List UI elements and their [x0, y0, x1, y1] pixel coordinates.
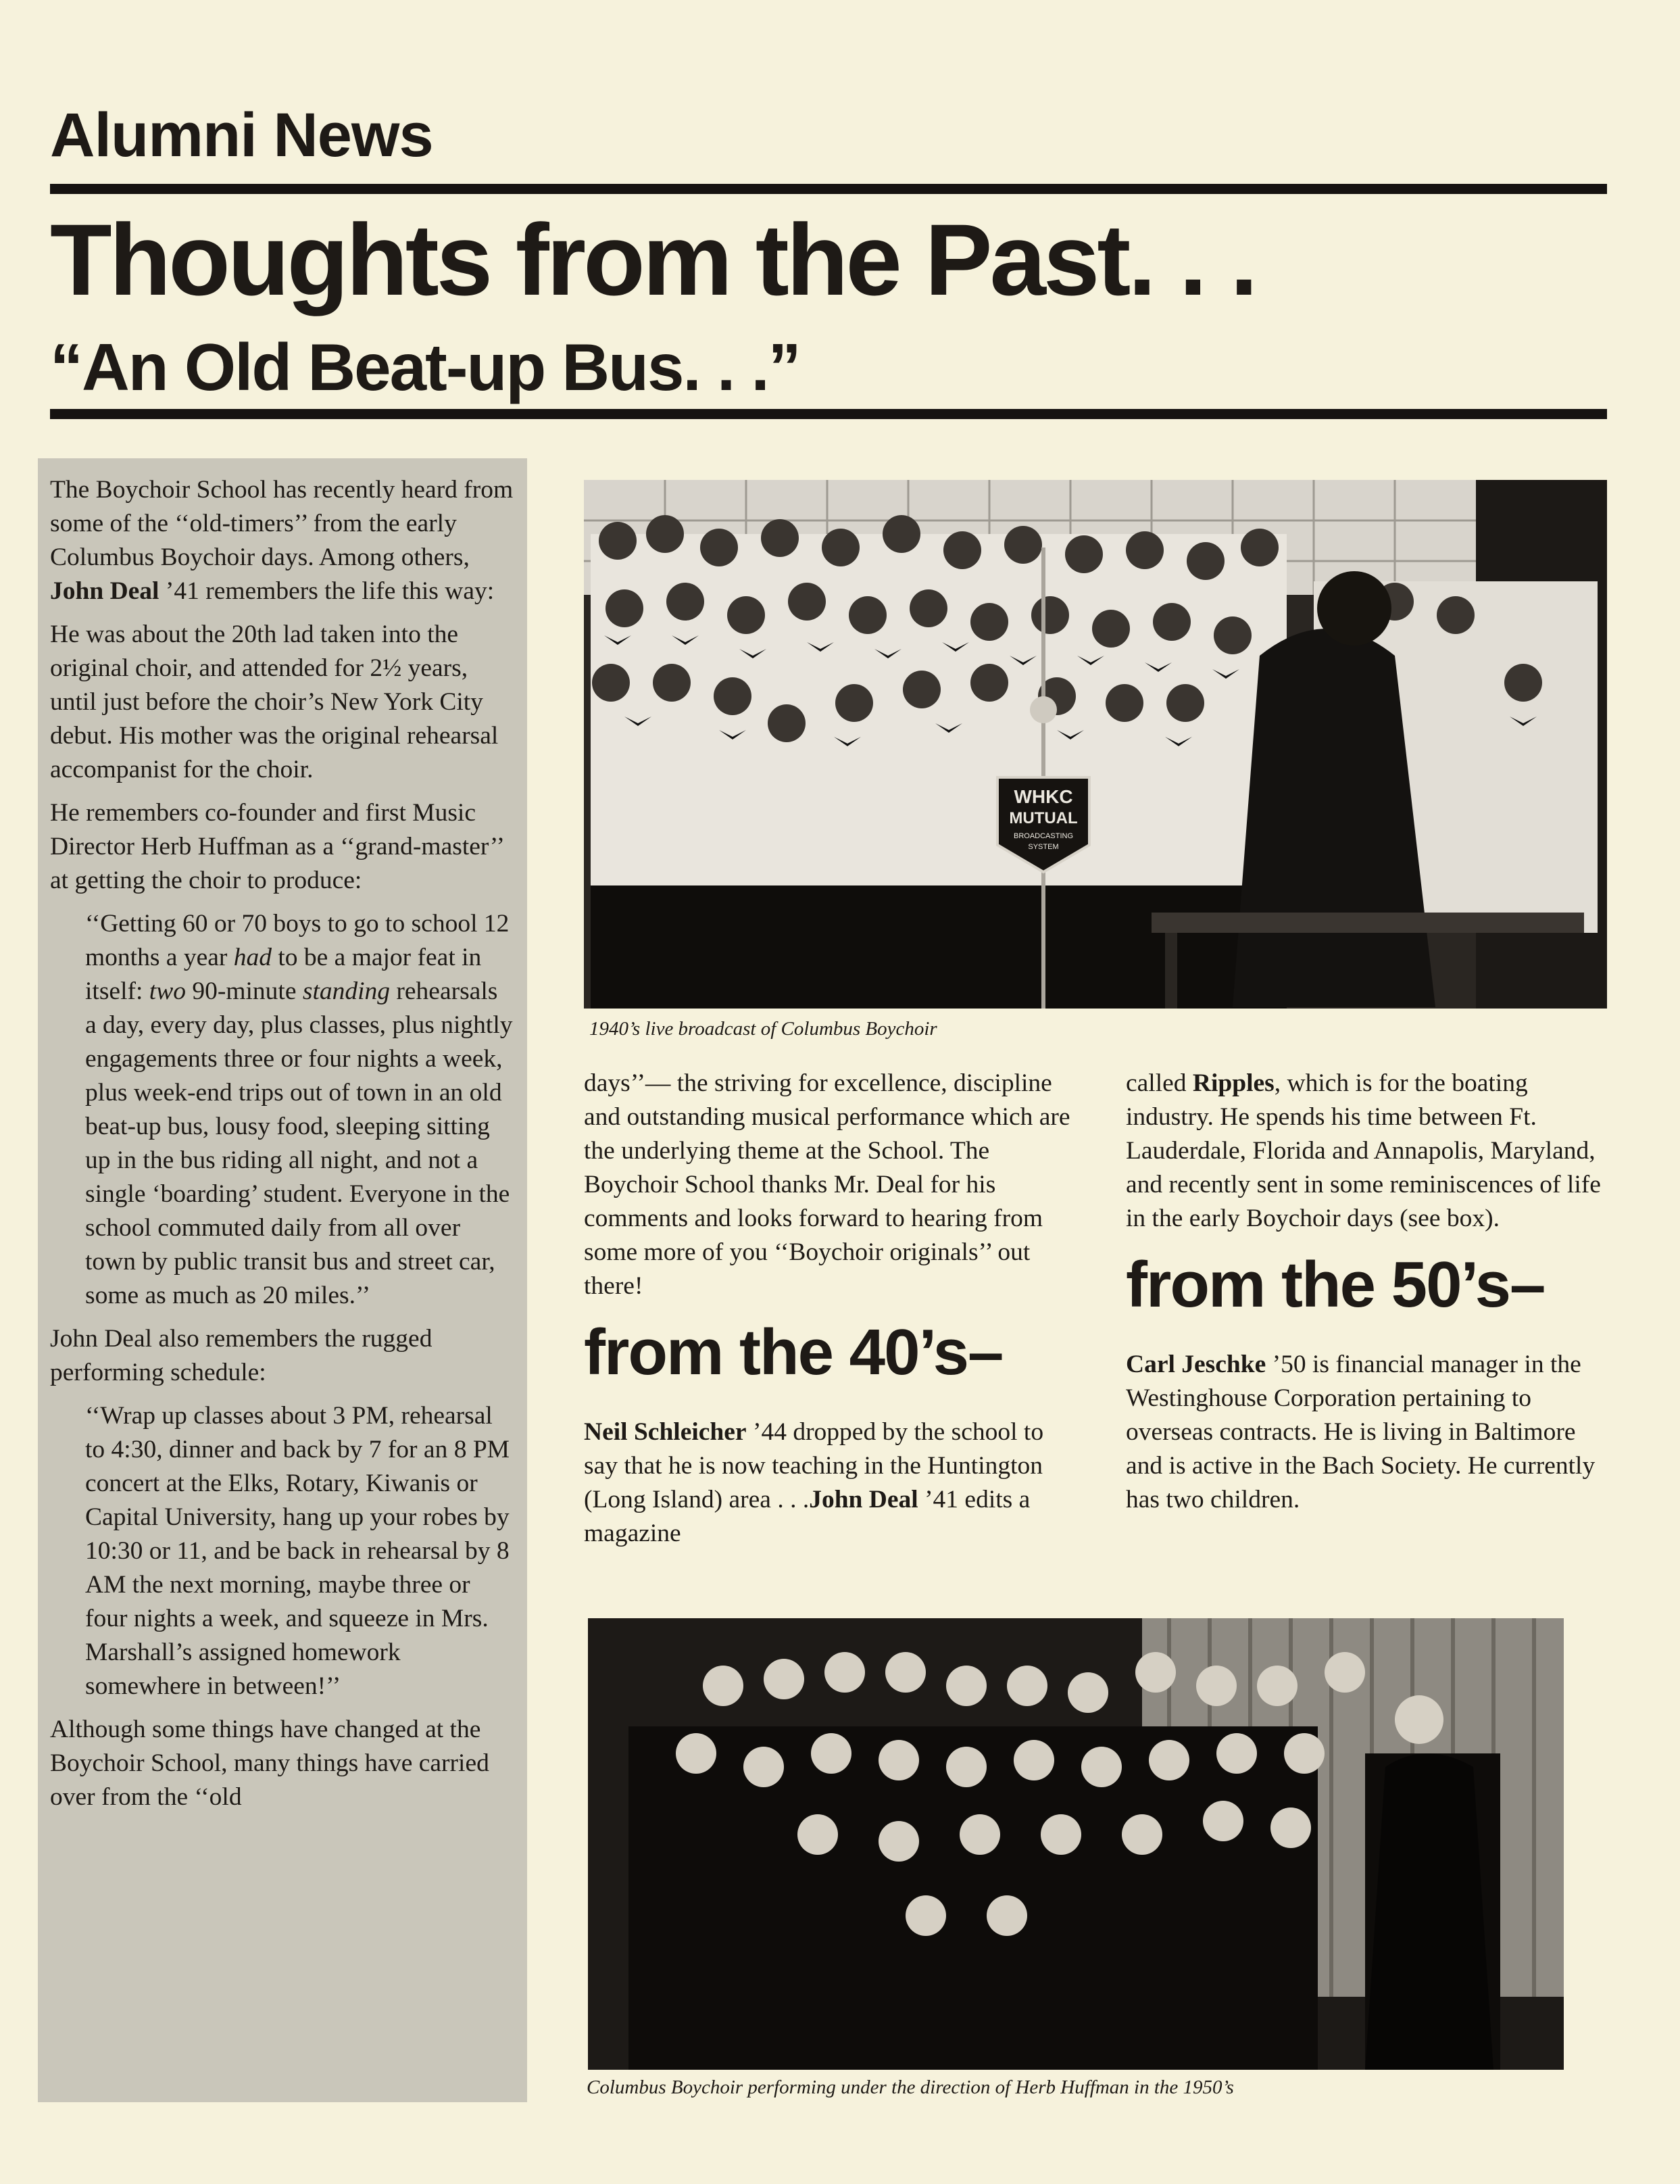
headline: Thoughts from the Past. . . — [50, 203, 1256, 316]
sidebar-text: ’41 remembers the life this way: — [159, 577, 495, 605]
quote-text: to be a major feat in itself: — [85, 944, 482, 1005]
quote-emphasis: standing — [302, 977, 391, 1005]
sidebar-story — [38, 458, 527, 2102]
sidebar-paragraph: He remembers co-founder and first Music Director Herb Huffman as a ‘‘grand-master’’ at getting the choir to produce: — [50, 799, 503, 894]
photo-1950s-caption: Columbus Boychoir performing under the direction of Herb Huffman in the 1950’s — [587, 2077, 1234, 2098]
column-paragraph — [1126, 1067, 1607, 1236]
sign-line-3: BROADCASTING — [1013, 832, 1074, 840]
quote-emphasis: had — [233, 944, 272, 971]
sign-line-2: MUTUAL — [1009, 809, 1078, 827]
broadcast-photo-illustration — [584, 480, 1607, 1009]
quote-text: ‘‘Getting 60 or 70 boys to go to school 12 months a year — [85, 910, 510, 971]
photo-1940s-broadcast — [584, 480, 1607, 1009]
sidebar-paragraph: Although some things have changed at the Boychoir School, many things have carried over from the ‘‘old — [50, 1716, 489, 1811]
photo-1940s-caption: 1940’s live broadcast of Columbus Boychoir — [589, 1018, 937, 1040]
sidebar-text: The Boychoir School has recently heard from some of the ‘‘old-timers’’ from the early Columbus Boychoir days. Among others, — [50, 476, 514, 571]
alumnus-name: John Deal — [809, 1485, 918, 1513]
column-text: ’50 is financial manager in the Westinghouse Corporation pertaining to overseas contracts. He is living in Baltimore and is active in the Bach Society. He currently has two children. — [1126, 1350, 1596, 1513]
quote-text: rehearsals a day, every day, plus classes, plus nightly engagements three or four nights a week, plus week-end trips out of town in an old beat-up bus, lousy food, sleeping sitting up in the bus riding all night, and not a single ‘boarding’ student. Everyone in the school commuted daily from all over town by public transit bus and street car, some as much as 20 miles.’’ — [85, 977, 513, 1309]
sidebar-paragraph: John Deal also remembers the rugged performing schedule: — [50, 1325, 433, 1386]
article-column-middle — [584, 1067, 1070, 1560]
sign-line-1: WHKC — [1014, 786, 1073, 807]
alumnus-name: John Deal — [50, 577, 159, 605]
sidebar-paragraph — [50, 473, 515, 608]
column-text: ’41 edits a magazine — [584, 1485, 1031, 1547]
top-rule — [50, 184, 1607, 194]
heading-from-the-40s: from the 40’s– — [584, 1316, 1003, 1388]
alumnus-name: Neil Schleicher — [584, 1417, 747, 1446]
magazine-name: Ripples — [1192, 1069, 1275, 1097]
quote-text: 90-minute — [185, 977, 303, 1005]
column-paragraph — [584, 1415, 1070, 1551]
sign-line-4: SYSTEM — [1028, 843, 1059, 851]
heading-from-the-50s: from the 50’s– — [1126, 1248, 1545, 1321]
column-paragraph: days’’— the striving for excellence, discipline and outstanding musical performance which are the underlying theme at the School. The Boychoir School thanks Mr. Deal for his comments and looks forward to hearing from some more of you ‘‘Boychoir originals’’ out there! — [584, 1069, 1070, 1300]
subheadline: “An Old Beat-up Bus. . .” — [50, 330, 800, 404]
performance-photo-illustration — [588, 1618, 1564, 2070]
alumnus-name: Carl Jeschke — [1126, 1350, 1266, 1378]
sidebar-quote — [85, 907, 515, 1313]
column-paragraph — [1126, 1348, 1607, 1517]
sidebar-quote: ‘‘Wrap up classes about 3 PM, rehearsal to 4:30, dinner and back by 7 for an 8 PM concert at the Elks, Rotary, Kiwanis or Capital University, hang up your robes by 10:30 or 11, and be back in rehearsal by 8 AM the next morning, maybe three or four nights a week, and squeeze in Mrs. Marshall’s assigned homework somewhere in between!’’ — [85, 1402, 510, 1700]
photo-1950s-performance — [588, 1618, 1564, 2070]
column-text: , which is for the boating industry. He spends his time between Ft. Lauderdale, Florida and Annapolis, Maryland, and recently sent in some reminiscences of life in the early Boychoir days (see box). — [1126, 1069, 1601, 1232]
bottom-rule — [50, 409, 1607, 419]
column-text: ’44 dropped by the school to say that he is now teaching in the Huntington (Long Island) area . . . — [584, 1417, 1044, 1513]
column-text: called — [1126, 1069, 1193, 1097]
sidebar-paragraph: He was about the 20th lad taken into the original choir, and attended for 2½ years, until just before the choir’s New York City debut. His mother was the original rehearsal accompanist for the choir. — [50, 621, 499, 783]
article-column-right — [1126, 1067, 1607, 1526]
quote-emphasis: two — [149, 977, 186, 1005]
section-label: Alumni News — [50, 101, 433, 170]
